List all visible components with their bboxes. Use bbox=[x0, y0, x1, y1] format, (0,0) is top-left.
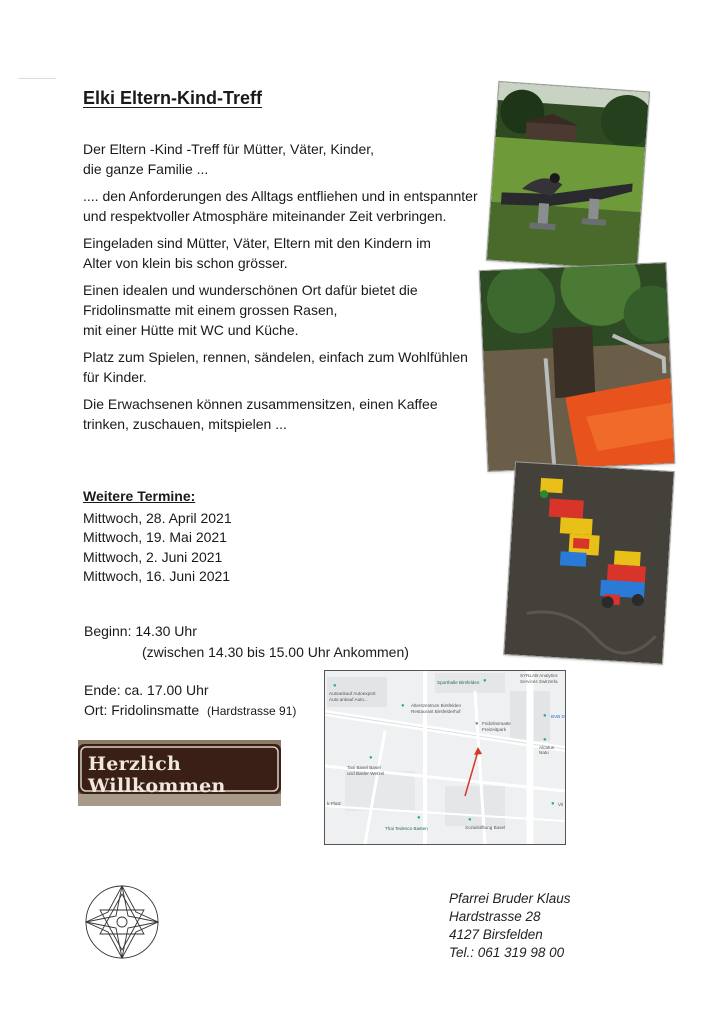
map-label: Auto ankauf Auto... bbox=[329, 697, 368, 702]
map-label: Fridolinsmatte bbox=[482, 721, 511, 726]
intro-paragraph-3: Eingeladen sind Mütter, Väter, Eltern mit den Kindern im Alter von klein bis schon grösser. bbox=[83, 235, 431, 271]
location: Ort: Fridolinsmatte bbox=[84, 702, 200, 718]
map-label: Alterszentrum Birsfelden bbox=[411, 703, 462, 708]
map-label: Alcatus Natu bbox=[539, 745, 555, 755]
map-pin-icon: ● bbox=[543, 737, 547, 743]
scan-mark bbox=[18, 78, 56, 79]
photo-slide bbox=[479, 262, 676, 472]
intro-paragraph-5: Platz zum Spielen, rennen, sändelen, einfach zum Wohlfühlen für Kinder. bbox=[83, 349, 468, 385]
sandbox-photo-graphic bbox=[504, 462, 673, 663]
map-label: Services Switzerla bbox=[520, 679, 558, 684]
address-hint: (Hardstrasse 91) bbox=[207, 704, 297, 718]
intro-paragraph-2: .... den Anforderungen des Alltags entfliehen und in entspannter und respektvoller Atmosphäre miteinander Zeit verbringen. bbox=[83, 188, 478, 224]
intro-paragraph-4: Einen idealen und wunderschönen Ort dafür bietet die Fridolinsmatte mit einem grossen Rasen, mit einer Hütte mit WC und Küche. bbox=[83, 282, 418, 338]
map-pin-icon: ● bbox=[475, 721, 479, 727]
map-label: Taxi Basel Basel bbox=[347, 765, 381, 770]
map-label: Sporthalle Birsfelden bbox=[437, 680, 480, 685]
intro-text bbox=[83, 139, 483, 441]
map-pin-icon: ● bbox=[401, 703, 405, 709]
map-label: BVB D bbox=[551, 714, 565, 719]
map-pin-icon: ● bbox=[417, 815, 421, 821]
intro-paragraph-6: Die Erwachsenen können zusammensitzen, einen Kaffee trinken, zuschauen, mitspielen ... bbox=[83, 396, 438, 432]
slide-photo-graphic bbox=[480, 263, 675, 471]
map-pin-icon: ● bbox=[333, 683, 337, 689]
postal-city: 4127 Birsfelden bbox=[449, 927, 543, 942]
start-time: Beginn: 14.30 Uhr bbox=[84, 623, 197, 639]
map-label: Freizeitpark bbox=[482, 727, 506, 732]
date-item: Mittwoch, 2. Juni 2021 bbox=[83, 548, 223, 565]
map-pin-icon: ● bbox=[483, 678, 487, 684]
map-pin-icon: ● bbox=[551, 801, 555, 807]
arrival-window: (zwischen 14.30 bis 15.00 Uhr Ankommen) bbox=[142, 644, 409, 660]
location-line bbox=[84, 700, 296, 721]
map-label: Vil bbox=[558, 802, 564, 807]
map-pin-icon: ● bbox=[543, 713, 547, 719]
rocker-photo-graphic bbox=[487, 82, 649, 270]
phone-number: Tel.: 061 319 98 00 bbox=[449, 945, 565, 960]
map-pin-icon: ● bbox=[369, 755, 373, 761]
map-label: SYNLAB Analytics bbox=[520, 673, 558, 678]
dates-heading: Weitere Termine: bbox=[83, 488, 196, 504]
date-item: Mittwoch, 19. Mai 2021 bbox=[83, 529, 227, 545]
intro-paragraph-1: Der Eltern -Kind -Treff für Mütter, Väter, Kinder, die ganze Familie ... bbox=[83, 141, 375, 177]
location-map bbox=[324, 670, 566, 845]
contact-block bbox=[449, 890, 571, 962]
map-label: Thai Tedesco Basten bbox=[385, 826, 428, 831]
photo-sandbox-toys bbox=[503, 461, 675, 664]
compass-star-logo-icon bbox=[84, 884, 160, 960]
welcome-sign-text: Herzlich Willkommen bbox=[88, 753, 226, 797]
map-label: Autoankauf Autoexport bbox=[329, 691, 376, 696]
page-title: Elki Eltern-Kind-Treff bbox=[83, 88, 263, 108]
end-time: Ende: ca. 17.00 Uhr bbox=[84, 682, 209, 698]
map-label: Sozialstiftung Basel bbox=[465, 825, 506, 830]
date-item: Mittwoch, 28. April 2021 bbox=[83, 509, 232, 526]
street-address: Hardstrasse 28 bbox=[449, 909, 541, 924]
date-item: Mittwoch, 16. Juni 2021 bbox=[83, 568, 231, 584]
map-label: und Basler Wetzel bbox=[347, 771, 385, 776]
map-pin-icon: ● bbox=[468, 817, 472, 823]
welcome-sign bbox=[78, 740, 281, 806]
map-label: Restaurant Birsfelderhof bbox=[411, 709, 461, 714]
photo-playground-rocker bbox=[486, 81, 650, 271]
dates-section bbox=[83, 487, 232, 587]
parish-name: Pfarrei Bruder Klaus bbox=[449, 891, 571, 906]
map-label: k-Platz bbox=[327, 801, 342, 806]
